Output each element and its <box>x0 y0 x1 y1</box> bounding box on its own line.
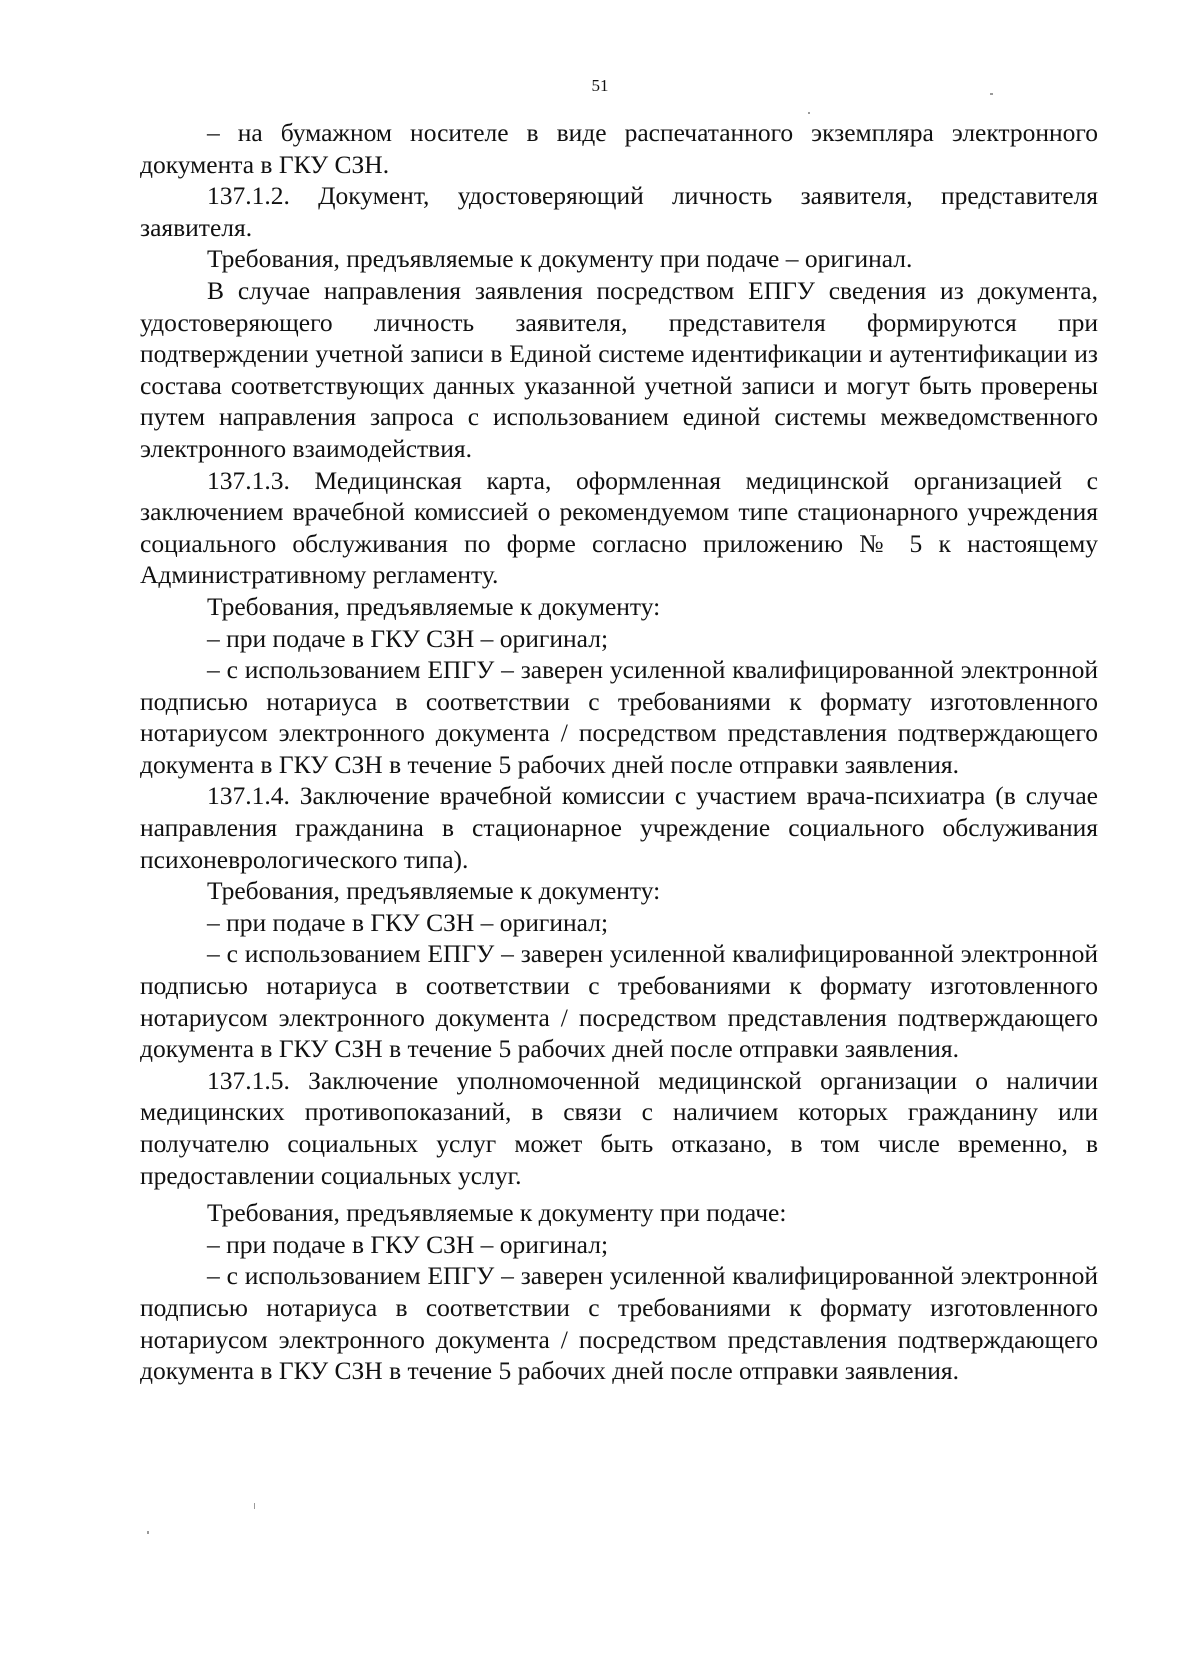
paragraph-137-1-5-original: – при подаче в ГКУ СЗН – оригинал; <box>207 1229 609 1259</box>
paragraph-137-1-4-heading: 137.1.4. Заключение врачебной комиссии с участием врача-психиатра (в случае направления гражданина в стационарное учреждение социального обслуживания психоневрологического типа). <box>140 781 1098 874</box>
page-number: 51 <box>591 76 609 95</box>
paragraph-paper-copy: – на бумажном носителе в виде распечатанного экземпляра электронного документа в ГКУ СЗН. <box>140 118 1098 179</box>
scan-speck <box>147 1531 149 1534</box>
paragraph-137-1-2-heading: 137.1.2. Документ, удостоверяющий личность заявителя, представителя заявителя. <box>140 181 1098 242</box>
paragraph-137-1-3-requirements: Требования, предъявляемые к документу: <box>207 591 661 621</box>
paragraph-137-1-5-epgu: – с использованием ЕПГУ – заверен усиленной квалифицированной электронной подписью нотариуса в соответствии с требованиями к формату изготовленного нотариусом электронного документа / посредством представления подтверждающего документа в ГКУ СЗН в течение 5 рабочих дней после отправки заявления. <box>140 1261 1098 1386</box>
paragraph-137-1-4-original: – при подаче в ГКУ СЗН – оригинал; <box>207 907 609 937</box>
scan-speck <box>254 1503 255 1509</box>
paragraph-137-1-3-epgu: – с использованием ЕПГУ – заверен усиленной квалифицированной электронной подписью нотариуса в соответствии с требованиями к формату изготовленного нотариусом электронного документа / посредством представления подтверждающего документа в ГКУ СЗН в течение 5 рабочих дней после отправки заявления. <box>140 655 1098 779</box>
paragraph-137-1-5-requirements: Требования, предъявляемые к документу при подаче: <box>207 1198 787 1228</box>
paragraph-137-1-3-heading: 137.1.3. Медицинская карта, оформленная медицинской организацией с заключением врачебной комиссией о рекомендуемом типе стационарного учреждения социального обслуживания по форме согласно приложению № 5 к настоящему Административному регламенту. <box>140 465 1098 590</box>
paragraph-137-1-3-original: – при подаче в ГКУ СЗН – оригинал; <box>207 623 609 653</box>
paragraph-137-1-4-epgu: – с использованием ЕПГУ – заверен усиленной квалифицированной электронной подписью нотариуса в соответствии с требованиями к формату изготовленного нотариусом электронного документа / посредством представления подтверждающего документа в ГКУ СЗН в течение 5 рабочих дней после отправки заявления. <box>140 939 1098 1064</box>
paragraph-137-1-2-requirements: Требования, предъявляемые к документу при подаче – оригинал. <box>207 244 913 274</box>
document-body <box>140 117 1098 1387</box>
paragraph-137-1-5-heading: 137.1.5. Заключение уполномоченной медицинской организации о наличии медицинских противопоказаний, в связи с наличием которых гражданину или получателю социальных услуг может быть отказано, в том числе временно, в предоставлении социальных услуг. <box>140 1065 1098 1190</box>
paragraph-137-1-4-requirements: Требования, предъявляемые к документу: <box>207 876 661 906</box>
scan-speck <box>808 112 810 114</box>
paragraph-137-1-2-epgu: В случае направления заявления посредством ЕПГУ сведения из документа, удостоверяющего личность заявителя, представителя формируются при подтверждении учетной записи в Единой системе идентификации и аутентификации из состава соответствующих данных указанной учетной записи и могут быть проверены путем направления запроса с использованием единой системы межведомственного электронного взаимодействия. <box>140 275 1098 463</box>
scan-speck <box>990 93 993 95</box>
